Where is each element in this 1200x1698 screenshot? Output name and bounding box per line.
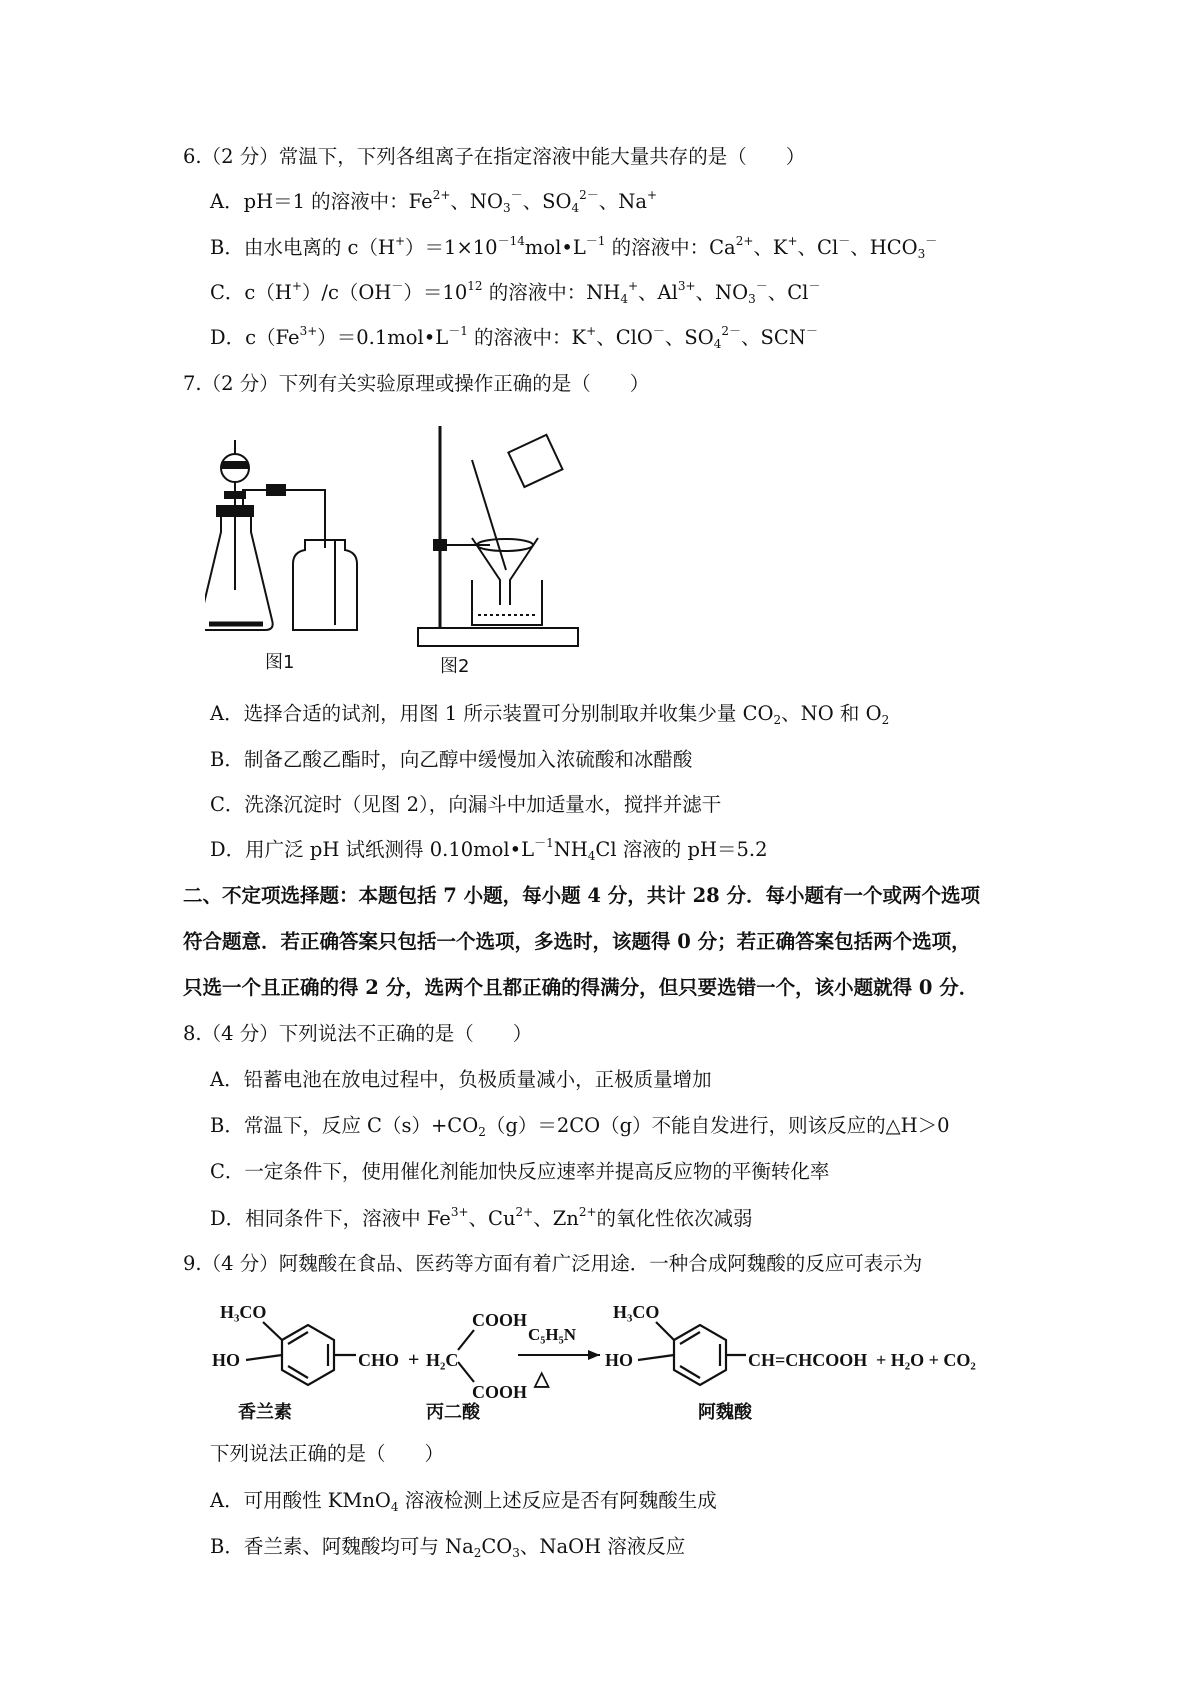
figure-1-caption: 图1: [265, 652, 295, 673]
ferulic-ho: HO: [605, 1350, 634, 1370]
q7-option-a: A．选择合适的试剂，用图 1 所示装置可分别制取并收集少量 $CO_2$、NO 和 $O_2$: [210, 702, 890, 727]
section-2-line-2: 符合题意．若正确答案只包括一个选项，多选时，该题得 0 分；若正确答案包括两个选项，: [183, 930, 971, 953]
q7-option-b: B．制备乙酸乙酯时，向乙醇中缓慢加入浓硫酸和冰醋酸: [210, 748, 693, 771]
figure-2-caption: 图2: [440, 656, 470, 677]
q8-option-d: D．相同条件下，溶液中 $Fe^{3+}$、$Cu^{2+}$、$Zn^{2+}$的氧化性依次减弱: [210, 1205, 753, 1230]
malonic-cooh-top: COOH: [472, 1310, 528, 1330]
heat-symbol: △: [534, 1368, 550, 1390]
label-malonic-acid: 丙二酸: [426, 1402, 480, 1422]
q6-option-a: A．pH＝1 的溶液中：$Fe^{2+}$、$NO_3^-$、$SO_4^{2-}$、Na+: [210, 188, 658, 215]
ferulic-chain: CH=CHCOOH: [748, 1350, 868, 1370]
collecting-bottle-icon: [293, 540, 357, 630]
label-ferulic-acid: 阿魏酸: [698, 1402, 752, 1422]
q9-option-b: B．香兰素、阿魏酸均可与 $Na_2CO_3$、NaOH 溶液反应: [210, 1535, 686, 1560]
reaction-scheme: [208, 1290, 1038, 1430]
q9-stem: 9.（4 分）阿魏酸在食品、医药等方面有着广泛用途．一种合成阿魏酸的反应可表示为: [183, 1252, 923, 1275]
ferulic-ring-icon: [638, 1322, 746, 1385]
q7-stem: 7.（2 分）下列有关实验原理或操作正确的是（ ）: [183, 372, 650, 395]
malonic-h2c: H₂C: [426, 1350, 459, 1370]
plus-sign-1: +: [408, 1349, 420, 1371]
q6-stem: 6.（2 分）常温下，下列各组离子在指定溶液中能大量共存的是（ ）: [183, 145, 806, 168]
ferulic-h3co: H₃CO: [613, 1302, 660, 1322]
q7-option-c: C．洗涤沉淀时（见图 2），向漏斗中加适量水，搅拌并滤干: [210, 793, 722, 816]
arrow-head-icon: [588, 1350, 600, 1360]
q9-question: 下列说法正确的是（ ）: [210, 1442, 445, 1465]
vanillin-ho: HO: [212, 1350, 241, 1370]
receiving-beaker-icon: [472, 580, 542, 625]
q8-option-a: A．铅蓄电池在放电过程中，负极质量减小，正极质量增加: [210, 1068, 712, 1091]
q6-option-c: C．$c(H^+)/c(OH^-)=10^{12}$ 的溶液中：$NH_4^+$、$Al^{3+}$、$NO_3^-$、Cl－: [210, 279, 821, 306]
label-vanillin: 香兰素: [238, 1402, 292, 1422]
byproducts: + H₂O + CO₂: [876, 1350, 976, 1370]
conical-flask-icon: [205, 516, 273, 630]
q8-option-c: C．一定条件下，使用催化剂能加快反应速率并提高反应物的平衡转化率: [210, 1160, 830, 1183]
figure-2-apparatus: [410, 420, 585, 655]
reagent-pyridine: C₅H₅N: [528, 1325, 576, 1344]
q6-option-d: D．$c(Fe^{3+})=0.1mol•L^{-1}$ 的溶液中：K+、ClO－、$SO_4^{2-}$、SCN－: [210, 324, 818, 351]
section-2-line-3: 只选一个且正确的得 2 分，选两个且都正确的得满分，但只要选错一个，该小题就得 0 分．: [183, 976, 979, 999]
tube-connector-icon: [267, 485, 285, 495]
q8-option-b: B．常温下，反应 $C(s)+CO_2(g)=2CO(g)$不能自发进行，则该反应的△H＞0: [210, 1114, 950, 1139]
stand-base-icon: [418, 628, 578, 646]
vanillin-h3co: H₃CO: [220, 1302, 267, 1322]
q7-option-d: D．用广泛 pH 试纸测得 $0.10mol•L^{-1}NH_4Cl$ 溶液的 pH＝5.2: [210, 836, 768, 863]
vanillin-ring-icon: [246, 1322, 356, 1385]
rubber-stopper-icon: [217, 506, 253, 516]
figure-1-apparatus: [205, 440, 375, 655]
glass-rod-icon: [472, 460, 506, 570]
q6-option-b: B．由水电离的 $c(H^+)=1\times 10^{-14}mol•L^{-1}$ 的溶液中：$Ca^{2+}$、K+、Cl－、$HCO_3^-$: [210, 234, 938, 261]
vanillin-cho: CHO: [358, 1350, 400, 1370]
malonic-cooh-bottom: COOH: [472, 1382, 528, 1402]
pouring-beaker-icon: [508, 435, 562, 487]
malonic-bonds-icon: [458, 1330, 474, 1382]
section-2-line-1: 二、不定项选择题：本题包括 7 小题，每小题 4 分，共计 28 分．每小题有一个或两个选项: [183, 884, 981, 907]
q9-option-a: A．可用酸性 KMnO$_4$ 溶液检测上述反应是否有阿魏酸生成: [210, 1489, 717, 1514]
q8-stem: 8.（4 分）下列说法不正确的是（ ）: [183, 1022, 533, 1045]
